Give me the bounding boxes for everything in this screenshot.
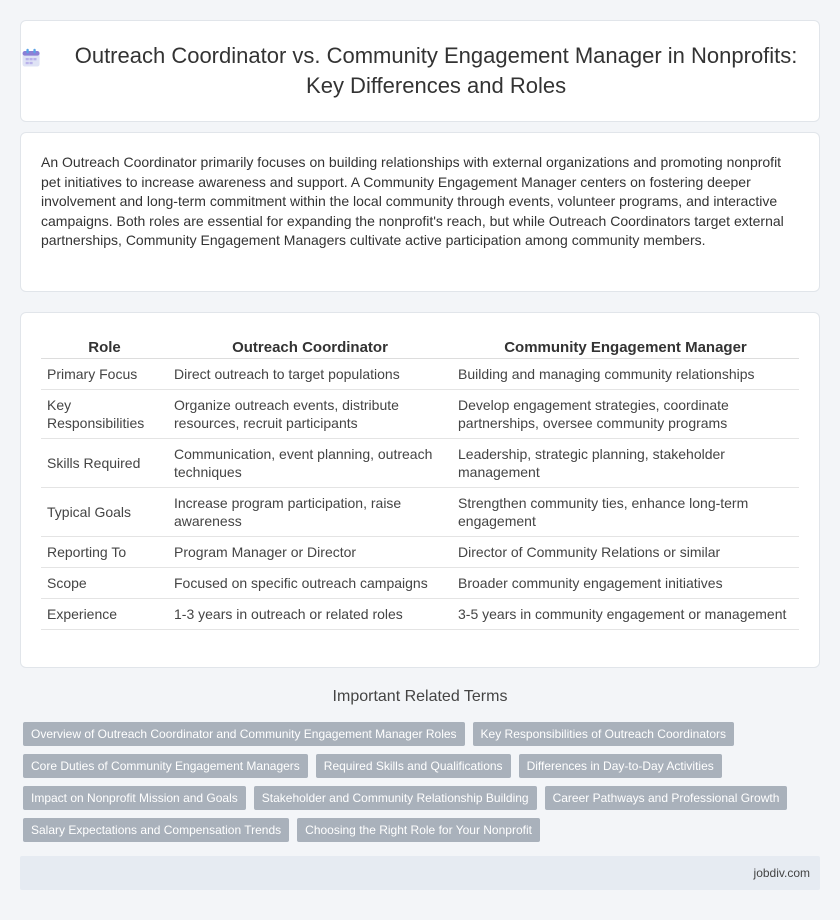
related-term-tag[interactable]: Impact on Nonprofit Mission and Goals — [23, 786, 246, 810]
intro-section — [20, 132, 820, 292]
table-row — [41, 390, 799, 439]
table-row — [41, 537, 799, 568]
table-cell: Experience — [41, 599, 168, 630]
related-term-tag[interactable]: Key Responsibilities of Outreach Coordinators — [473, 722, 734, 746]
table-cell: Scope — [41, 568, 168, 599]
table-cell: Typical Goals — [41, 488, 168, 537]
related-term-tag[interactable]: Required Skills and Qualifications — [316, 754, 511, 778]
related-terms-list — [23, 722, 823, 842]
table-cell: Develop engagement strategies, coordinate partnerships, oversee community programs — [452, 390, 799, 439]
table-cell: 1-3 years in outreach or related roles — [168, 599, 452, 630]
table-row — [41, 568, 799, 599]
footer-brand-link[interactable]: jobdiv.com — [753, 866, 810, 880]
related-term-tag[interactable]: Salary Expectations and Compensation Trends — [23, 818, 289, 842]
table-cell: Director of Community Relations or similar — [452, 537, 799, 568]
table-cell: Direct outreach to target populations — [168, 359, 452, 390]
table-cell: Strengthen community ties, enhance long-term engagement — [452, 488, 799, 537]
table-cell: Primary Focus — [41, 359, 168, 390]
table-cell: Skills Required — [41, 439, 168, 488]
table-cell: Leadership, strategic planning, stakeholder management — [452, 439, 799, 488]
related-term-tag[interactable]: Career Pathways and Professional Growth — [545, 786, 788, 810]
column-header: Community Engagement Manager — [452, 331, 799, 359]
column-header: Role — [41, 331, 168, 359]
related-term-tag[interactable]: Choosing the Right Role for Your Nonprofit — [297, 818, 540, 842]
table-cell: Broader community engagement initiatives — [452, 568, 799, 599]
table-header-row — [41, 331, 799, 359]
table-cell: Increase program participation, raise awareness — [168, 488, 452, 537]
table-row — [41, 599, 799, 630]
comparison-table-card — [20, 312, 820, 668]
table-cell: Organize outreach events, distribute resources, recruit participants — [168, 390, 452, 439]
page-footer — [20, 856, 820, 890]
calendar-icon — [21, 45, 41, 71]
table-cell: Focused on specific outreach campaigns — [168, 568, 452, 599]
table-cell: Building and managing community relationships — [452, 359, 799, 390]
intro-text: An Outreach Coordinator primarily focuses on building relationships with external organizations and promoting nonprofit pet initiatives to increase awareness and support. A Community Engagement Manager centers on fostering deeper involvement and long-term commitment within the local community through events, volunteer programs, and interactive campaigns. Both roles are essential for expanding the nonprofit's reach, but while Outreach Coordinators target external partnerships, Community Engagement Managers cultivate active participation among community members. — [41, 154, 784, 248]
table-cell: Communication, event planning, outreach techniques — [168, 439, 452, 488]
table-cell: 3-5 years in community engagement or management — [452, 599, 799, 630]
related-term-tag[interactable]: Differences in Day-to-Day Activities — [519, 754, 722, 778]
related-term-tag[interactable]: Stakeholder and Community Relationship Building — [254, 786, 537, 810]
related-terms-title: Important Related Terms — [332, 688, 508, 705]
comparison-table — [41, 331, 799, 630]
table-cell: Reporting To — [41, 537, 168, 568]
page-header — [20, 20, 820, 122]
table-row — [41, 439, 799, 488]
table-row — [41, 488, 799, 537]
table-cell: Program Manager or Director — [168, 537, 452, 568]
table-cell: Key Responsibilities — [41, 390, 168, 439]
table-row — [41, 359, 799, 390]
related-term-tag[interactable]: Core Duties of Community Engagement Managers — [23, 754, 308, 778]
column-header: Outreach Coordinator — [168, 331, 452, 359]
related-term-tag[interactable]: Overview of Outreach Coordinator and Community Engagement Manager Roles — [23, 722, 465, 746]
page-title: Outreach Coordinator vs. Community Engagement Manager in Nonprofits: Key Differences and Roles — [74, 43, 798, 98]
